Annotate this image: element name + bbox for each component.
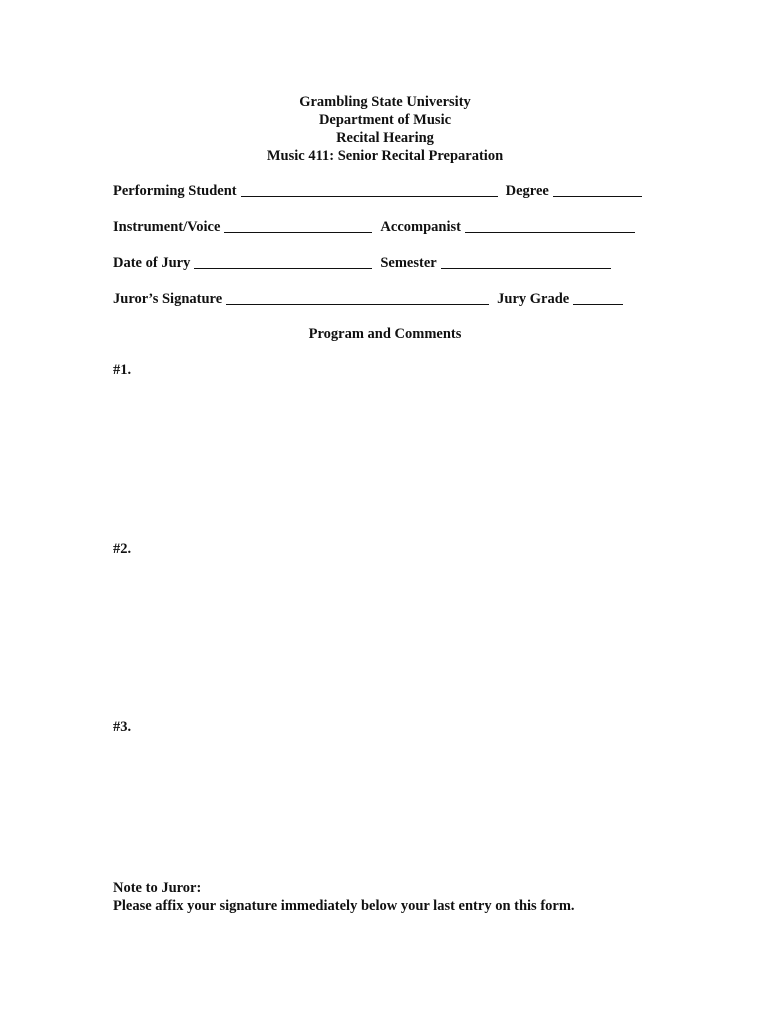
note-to-juror	[113, 879, 575, 915]
jury-grade-field[interactable]	[573, 291, 623, 305]
department-name: Department of Music	[318, 112, 452, 128]
date-semester-row	[113, 254, 653, 272]
performing-student-field[interactable]	[241, 183, 498, 197]
jurors-signature-field[interactable]	[226, 291, 489, 305]
signature-grade-row	[113, 290, 653, 308]
program-item-3: #3.	[113, 719, 132, 735]
jury-grade-label: Jury Grade	[497, 291, 570, 307]
semester-field[interactable]	[441, 255, 611, 269]
jurors-signature-label: Juror’s Signature	[113, 291, 223, 307]
university-name: Grambling State University	[299, 94, 471, 110]
semester-label: Semester	[380, 255, 437, 271]
instrument-voice-field[interactable]	[224, 219, 372, 233]
event-title: Recital Hearing	[336, 130, 434, 146]
student-degree-row	[113, 182, 653, 200]
program-and-comments-title: Program and Comments	[308, 326, 462, 342]
note-text: Please affix your signature immediately below your last entry on this form.	[113, 898, 575, 914]
program-item-2: #2.	[113, 541, 132, 557]
instrument-accompanist-row	[113, 218, 653, 236]
date-of-jury-field[interactable]	[194, 255, 372, 269]
accompanist-field[interactable]	[465, 219, 635, 233]
date-of-jury-label: Date of Jury	[113, 255, 191, 271]
instrument-voice-label: Instrument/Voice	[113, 219, 221, 235]
form-header	[0, 93, 770, 165]
degree-field[interactable]	[553, 183, 642, 197]
performing-student-label: Performing Student	[113, 183, 237, 199]
note-heading: Note to Juror:	[113, 880, 202, 896]
accompanist-label: Accompanist	[380, 219, 461, 235]
course-title: Music 411: Senior Recital Preparation	[266, 148, 504, 164]
program-item-1: #1.	[113, 362, 132, 378]
degree-label: Degree	[505, 183, 549, 199]
